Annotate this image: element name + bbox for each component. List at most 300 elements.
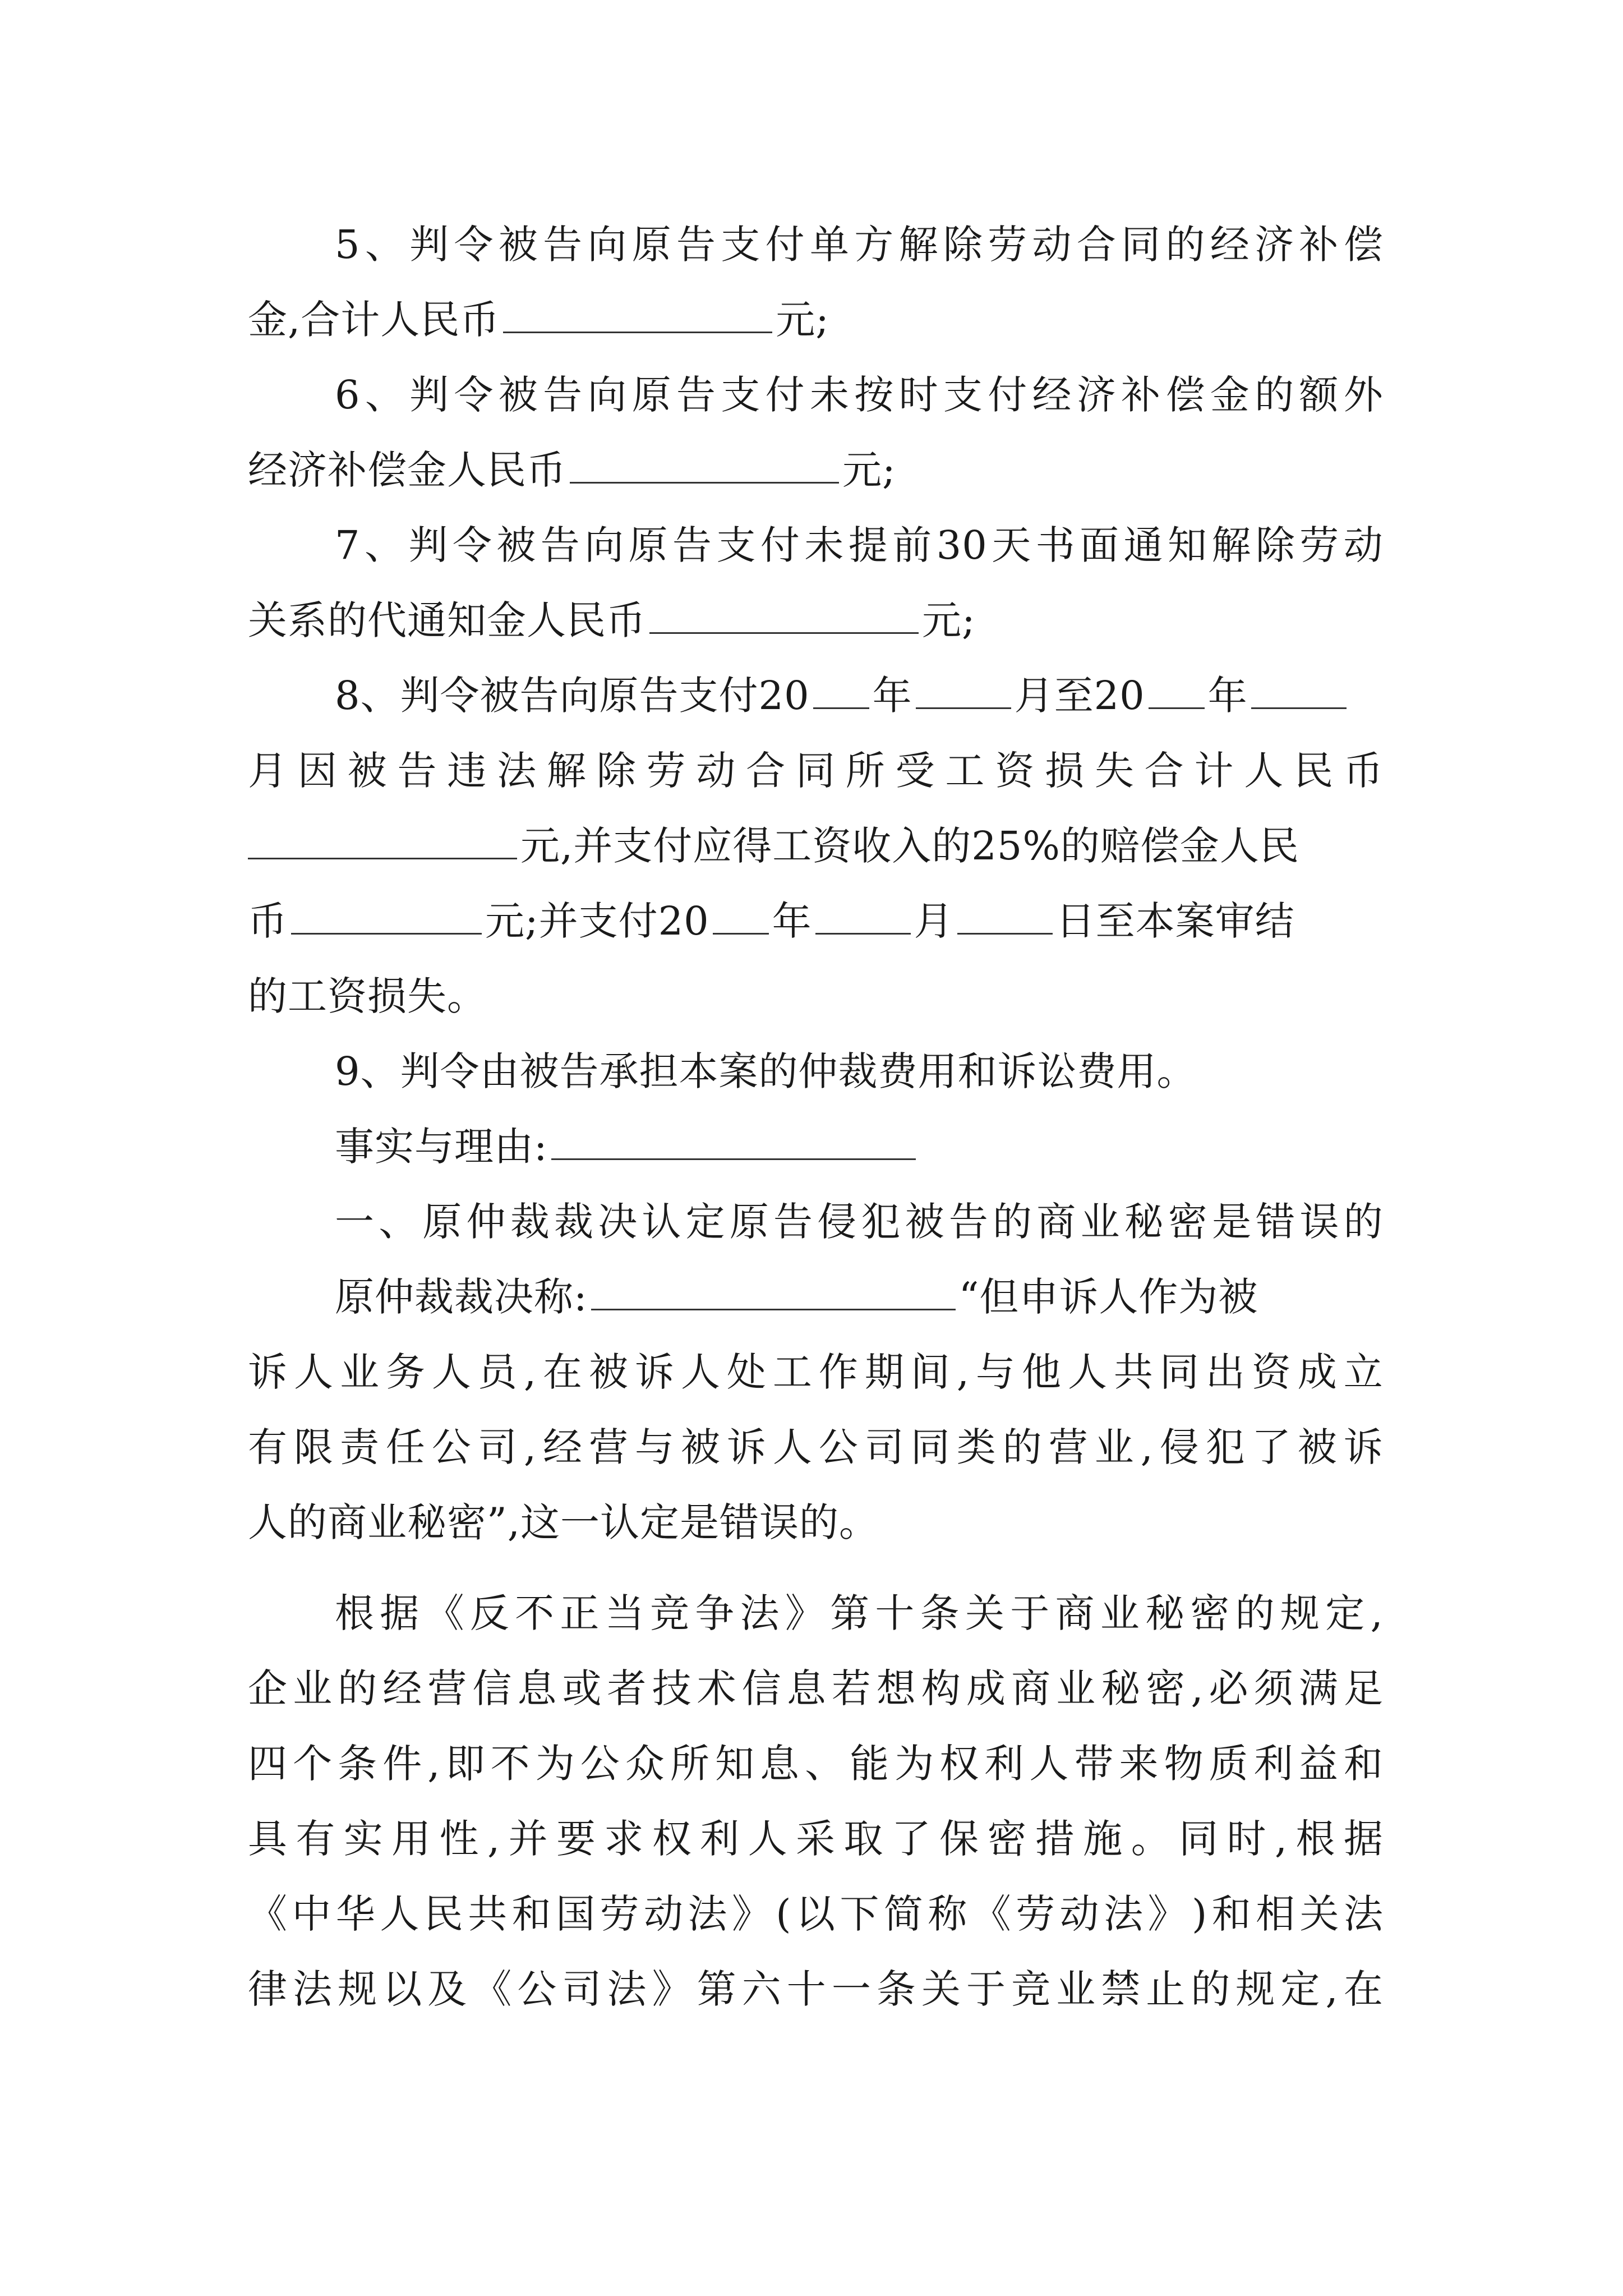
glyph: 资 [1251,1349,1292,1395]
glyph: 信 [741,1665,782,1711]
glyph: 动 [696,748,736,794]
glyph: 知 [1167,522,1207,568]
glyph: 失 [1094,748,1135,794]
glyph: 令 [452,522,492,568]
glyph: 付 [760,522,800,568]
glyph: 动 [1032,222,1072,268]
glyph: , [1325,1966,1339,2012]
glyph: 企 [248,1665,288,1711]
glyph: 动 [1059,1891,1100,1937]
glyph: ( [776,1891,792,1937]
glyph: 人 [748,1816,788,1862]
year-blank[interactable] [713,898,769,935]
p2-line4 [248,1800,1384,1878]
glyph: 所 [670,1741,710,1787]
glyph: 判 [408,522,449,568]
item7-line1 [335,506,1384,585]
quote-blank[interactable] [591,1274,956,1310]
glyph: 违 [447,748,487,794]
glyph: 法 [497,748,537,794]
glyph: 术 [697,1665,737,1711]
glyph: 《 [425,1590,465,1636]
glyph: , [1140,1424,1154,1470]
glyph: 解 [546,748,587,794]
glyph: 的 [1165,222,1206,268]
glyph: 成 [966,1665,1006,1711]
glyph: 被 [498,372,538,418]
glyph: , [1274,1816,1288,1862]
glyph: 付 [765,372,805,418]
glyph: 带 [1074,1741,1114,1787]
glyph: 7 [335,522,361,568]
glyph: 劳 [988,222,1028,268]
glyph: 、 [379,1199,419,1245]
glyph: 有 [296,1816,336,1862]
glyph: 未 [804,522,845,568]
glyph: 、 [365,222,405,268]
glyph: 能 [850,1741,890,1787]
glyph: , [523,1424,537,1470]
glyph: 偿 [1165,372,1206,418]
glyph: 公 [517,1966,557,2012]
glyph: 诉 [634,1349,675,1395]
glyph: 被 [498,222,538,268]
glyph: 足 [1343,1665,1384,1711]
glyph: 劳 [646,748,686,794]
glyph: 法 [1344,1891,1384,1937]
glyph: 动 [1343,522,1384,568]
glyph: 令 [454,372,494,418]
glyph: 采 [795,1816,836,1862]
glyph: 或 [562,1665,602,1711]
glyph: 损 [1045,748,1085,794]
glyph: 当 [605,1590,645,1636]
glyph: 限 [293,1424,334,1470]
glyph: 若 [831,1665,872,1711]
glyph: 被 [680,1424,721,1470]
glyph: 作 [818,1349,859,1395]
glyph: 民 [423,1891,464,1937]
glyph: 者 [607,1665,647,1711]
glyph: 想 [876,1665,916,1711]
glyph: 被 [347,748,388,794]
glyph: 经 [543,1424,583,1470]
glyph: 下 [840,1891,880,1937]
glyph: 诉 [248,1349,288,1395]
glyph: 众 [625,1741,665,1787]
glyph: 人 [772,1424,813,1470]
glyph: 告 [540,522,580,568]
glyph: 侵 [817,1199,857,1245]
facts-blank[interactable] [551,1124,916,1160]
glyph: 六 [741,1966,782,2012]
glyph: 息 [517,1665,557,1711]
glyph: 人 [680,1349,721,1395]
glyph: 付 [988,372,1028,418]
glyph: 原 [422,1199,463,1245]
glyph: 令 [454,222,494,268]
glyph: 和 [1211,1891,1252,1937]
item8-line4: 币 元;并支付20 年 月 日至本案审结 [248,898,1295,944]
glyph: 民 [1294,748,1334,794]
glyph: ) [1191,1891,1208,1937]
p1-line2 [248,1333,1384,1411]
glyph: 原 [631,222,672,268]
item8-line2 [248,731,1384,810]
glyph: 。 [1131,1816,1171,1862]
glyph: 期 [864,1349,905,1395]
glyph: 的 [1343,1199,1384,1245]
glyph: 误 [1299,1199,1340,1245]
glyph: 人 [1067,1349,1108,1395]
glyph: 的 [1191,1966,1231,2012]
glyph: 要 [556,1816,596,1862]
glyph: 他 [1021,1349,1062,1395]
item6-line1 [335,356,1384,434]
item5-line1 [335,205,1384,284]
amount-blank[interactable] [248,823,517,859]
glyph: 法 [740,1590,780,1636]
glyph: 十 [786,1966,827,2012]
glyph: 是 [1212,1199,1252,1245]
glyph: 时 [898,372,939,418]
glyph: 》 [731,1891,772,1937]
glyph: 定 [1325,1590,1366,1636]
glyph: 工 [945,748,985,794]
item8-line3: 元,并支付应得工资收入的25%的赔偿金人民 [248,807,1384,885]
glyph: 原 [628,522,668,568]
glyph: 员 [477,1349,518,1395]
glyph: 月 [248,748,288,794]
glyph: 合 [746,748,786,794]
glyph: 秘 [1124,1199,1164,1245]
glyph: 任 [385,1424,426,1470]
glyph: 和 [1343,1741,1384,1787]
glyph: 币 [1343,748,1384,794]
glyph: 的 [993,1199,1033,1245]
glyph: 司 [562,1966,602,2012]
amount-blank[interactable] [649,597,919,634]
glyph: 条 [920,1590,960,1636]
month-blank[interactable] [815,898,911,935]
glyph: 单 [809,222,850,268]
glyph: 支 [721,372,761,418]
glyph: 同 [795,748,836,794]
glyph: 、 [805,1741,845,1787]
item7-line2: 关系的代通知金人民币 元; [248,597,976,643]
glyph: 诉 [1343,1424,1384,1470]
glyph: 因 [297,748,338,794]
item8-line5: 的工资损失。 [248,973,487,1019]
glyph: 经 [1032,372,1072,418]
glyph: 不 [515,1590,555,1636]
glyph: 国 [556,1891,596,1937]
glyph: 了 [1251,1424,1292,1470]
facts-label-line: 事实与理由: [335,1107,1384,1186]
glyph: 合 [1144,748,1184,794]
glyph: 关 [1299,1891,1340,1937]
glyph: 及 [427,1966,468,2012]
glyph: 同 [1121,222,1161,268]
glyph: 满 [1298,1665,1339,1711]
glyph: 个 [293,1741,333,1787]
glyph: 、 [364,522,404,568]
glyph: 除 [1255,522,1295,568]
glyph: 业 [293,1665,333,1711]
glyph: 告 [543,372,583,418]
glyph: 合 [1076,222,1117,268]
glyph: 性 [439,1816,479,1862]
glyph: 业 [1056,1665,1096,1711]
glyph: 犯 [861,1199,901,1245]
glyph: 实 [343,1816,384,1862]
glyph: 反 [469,1590,510,1636]
glyph: 保 [939,1816,980,1862]
glyph: 营 [1048,1424,1089,1470]
glyph: 业 [339,1349,380,1395]
glyph: 侵 [1159,1424,1200,1470]
p2-line5 [248,1875,1384,1953]
glyph: 秘 [1101,1665,1141,1711]
glyph: 时 [1227,1816,1267,1862]
glyph: 立 [1343,1349,1384,1395]
glyph: 规 [1280,1590,1320,1636]
glyph: 济 [1255,222,1295,268]
glyph: 即 [445,1741,486,1787]
glyph: 30 [936,522,988,568]
month-blank[interactable] [1251,673,1347,709]
glyph: 务 [385,1349,426,1395]
amount-blank[interactable] [503,297,772,333]
glyph: 质 [1209,1741,1249,1787]
glyph: 律 [248,1966,288,2012]
glyph: 出 [1205,1349,1246,1395]
glyph: 并 [508,1816,548,1862]
glyph: 人 [1029,1741,1069,1787]
month-blank[interactable] [916,673,1011,709]
glyph: 有 [248,1424,288,1470]
glyph: 告 [676,372,717,418]
glyph: 天 [992,522,1032,568]
glyph: 法 [293,1966,333,2012]
glyph: 的 [1002,1424,1043,1470]
glyph: 关 [965,1590,1005,1636]
item5-line2: 金,合计人民币 元; [248,297,829,343]
glyph: 告 [672,522,713,568]
glyph: 于 [1010,1590,1050,1636]
glyph: 业 [1100,1590,1140,1636]
glyph: 裁 [554,1199,594,1245]
glyph: 物 [1164,1741,1204,1787]
glyph: 经 [1210,222,1250,268]
glyph: 以 [796,1891,836,1937]
glyph: 权 [652,1816,692,1862]
glyph: 补 [1299,222,1339,268]
glyph: 人 [293,1349,334,1395]
p2-line2 [248,1649,1384,1728]
glyph: 简 [883,1891,924,1937]
glyph: 计 [1194,748,1234,794]
glyph: 共 [1113,1349,1154,1395]
glyph: 同 [910,1424,951,1470]
glyph: , [1191,1665,1204,1711]
glyph: 按 [854,372,895,418]
glyph: 动 [643,1891,684,1937]
glyph: 了 [891,1816,932,1862]
glyph: 原 [729,1199,769,1245]
glyph: 与 [976,1349,1016,1395]
glyph: 向 [587,372,628,418]
glyph: 的 [1255,372,1295,418]
glyph: 密 [987,1816,1027,1862]
glyph: 责 [339,1424,380,1470]
glyph: 求 [604,1816,644,1862]
glyph: 业 [1056,1966,1096,2012]
glyph: 面 [1080,522,1120,568]
glyph: 权 [939,1741,980,1787]
glyph: 所 [845,748,886,794]
glyph: 营 [427,1665,468,1711]
glyph: 相 [1256,1891,1296,1937]
glyph: 营 [589,1424,629,1470]
glyph: 密 [1146,1665,1186,1711]
glyph: , [1370,1590,1384,1636]
glyph: 被 [905,1199,945,1245]
glyph: 第 [830,1590,870,1636]
glyph: 规 [1235,1966,1276,2012]
glyph: 争 [695,1590,735,1636]
p2-line3 [248,1724,1384,1803]
year-blank[interactable] [1149,673,1205,709]
year-blank[interactable] [813,673,869,709]
glyph: 错 [1256,1199,1296,1245]
glyph: 密 [1168,1199,1208,1245]
glyph: 告 [543,222,583,268]
glyph: 利 [1253,1741,1294,1787]
glyph: 支 [716,522,757,568]
glyph: 、 [365,372,405,418]
glyph: 》 [1147,1891,1188,1937]
p2-line1 [335,1574,1384,1653]
glyph: 以 [382,1966,423,2012]
amount-blank[interactable] [291,898,482,935]
glyph: 同 [1159,1349,1200,1395]
amount-blank[interactable] [570,447,839,484]
glyph: 除 [596,748,637,794]
glyph: 和 [511,1891,552,1937]
glyph: 根 [335,1590,375,1636]
glyph: 》 [785,1590,825,1636]
glyph: 件 [382,1741,423,1787]
glyph: 具 [248,1816,288,1862]
glyph: 劳 [1016,1891,1056,1937]
glyph: 判 [409,372,450,418]
glyph: 》 [652,1966,692,2012]
day-blank[interactable] [957,898,1053,935]
glyph: 华 [335,1891,376,1937]
glyph: 必 [1209,1665,1249,1711]
glyph: 向 [587,222,628,268]
glyph: 未 [809,372,850,418]
glyph: 定 [685,1199,726,1245]
glyph: 竞 [649,1590,690,1636]
glyph: 条 [876,1966,916,2012]
glyph: 裁 [510,1199,550,1245]
glyph: 一 [831,1966,872,2012]
glyph: 业 [1080,1199,1121,1245]
glyph: 于 [966,1966,1006,2012]
glyph: 《 [248,1891,288,1937]
glyph: 在 [543,1349,583,1395]
glyph: 人 [380,1891,420,1937]
glyph: 仲 [466,1199,506,1245]
glyph: 业 [1094,1424,1135,1470]
glyph: 公 [818,1424,859,1470]
glyph: 付 [765,222,805,268]
item8-line1: 8、判令被告向原告支付20 年 月至20 年 [335,656,1384,735]
glyph: 告 [773,1199,814,1245]
glyph: 商 [1036,1199,1077,1245]
glyph: 同 [1179,1816,1219,1862]
glyph: 犯 [1205,1424,1246,1470]
glyph: 的 [338,1665,378,1711]
glyph: 息 [786,1665,827,1711]
glyph: 类 [956,1424,997,1470]
glyph: 外 [1343,372,1384,418]
p1-line4: 人的商业秘密”,这一认定是错误的。 [248,1499,879,1545]
item6-line2: 经济补偿金人民币 元; [248,447,896,493]
glyph: 被 [1297,1424,1338,1470]
glyph: 的 [1235,1590,1275,1636]
glyph: 十 [875,1590,915,1636]
glyph: 被 [496,522,537,568]
glyph: 止 [1146,1966,1186,2012]
glyph: , [523,1349,537,1395]
glyph: 提 [848,522,888,568]
glyph: 被 [589,1349,629,1395]
glyph: 来 [1119,1741,1159,1787]
glyph: 商 [1011,1665,1052,1711]
glyph: 处 [726,1349,767,1395]
glyph: 利 [984,1741,1025,1787]
glyph: , [956,1349,970,1395]
glyph: 用 [391,1816,432,1862]
glyph: 工 [772,1349,813,1395]
glyph: 间 [910,1349,951,1395]
glyph: 取 [843,1816,884,1862]
glyph: 通 [1123,522,1164,568]
glyph: , [427,1741,441,1787]
glyph: 原 [631,372,672,418]
glyph: 法 [607,1966,647,2012]
glyph: 据 [380,1590,420,1636]
glyph: 秘 [1145,1590,1186,1636]
glyph: 规 [338,1966,378,2012]
glyph: 认 [642,1199,682,1245]
glyph: 支 [943,372,983,418]
glyph: 受 [895,748,935,794]
glyph: 根 [1295,1816,1336,1862]
glyph: 资 [995,748,1035,794]
glyph: 不 [490,1741,531,1787]
glyph: 竞 [1011,1966,1052,2012]
glyph: 定 [1280,1966,1321,2012]
glyph: 在 [1343,1966,1384,2012]
glyph: 公 [580,1741,620,1787]
p2-line6 [248,1950,1384,2028]
glyph: 中 [292,1891,332,1937]
p1-line3 [248,1408,1384,1487]
